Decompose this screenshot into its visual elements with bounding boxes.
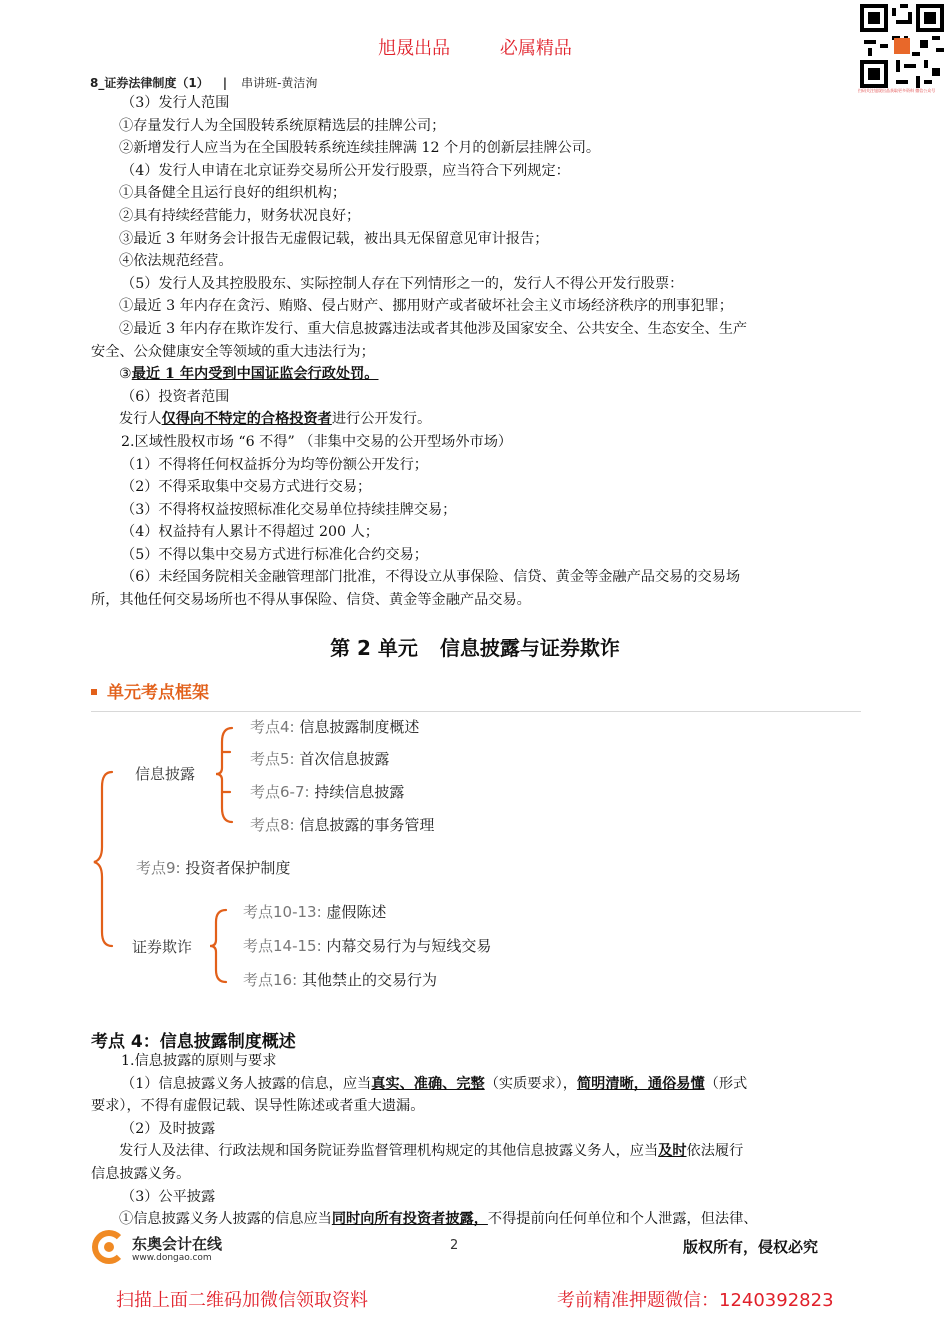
mindmap-item-key: 考点5:: [250, 750, 295, 768]
mindmap-item-text: 内幕交易行为与短线交易: [326, 937, 492, 955]
mindmap-item-text: 首次信息披露: [299, 750, 390, 768]
body-line: （4）发行人申请在北京证券交易所公开发行股票，应当符合下列规定：: [121, 162, 570, 179]
dongao-logo: [92, 1230, 252, 1272]
section-body: [91, 1050, 861, 1231]
page-header: [90, 74, 317, 91]
regional-line: （2）不得采取集中交易方式进行交易；: [121, 479, 372, 496]
banner-right: 必属精品: [499, 38, 572, 59]
body-line: ①具备健全且运行良好的组织机构；: [119, 185, 347, 202]
logo-url: www.dongao.com: [132, 1253, 212, 1263]
underlined-term: 及时: [658, 1143, 687, 1160]
mindmap-item-key: 考点14-15:: [243, 937, 322, 955]
body-line: ①最近 3 年内存在贪污、贿赂、侵占财产、挪用财产或者破坏社会主义市场经济秩序的刑事犯罪；: [119, 298, 733, 315]
mindmap-item: [250, 748, 389, 769]
body-line: ②具有持续经营能力，财务状况良好；: [119, 207, 361, 224]
punish-prefix: ③: [119, 366, 132, 383]
body-line: 安全、公众健康安全等领域的重大违法行为；: [91, 343, 375, 360]
text-run: 依法履行: [686, 1143, 744, 1160]
body-line: ④依法规范经营。: [119, 253, 233, 270]
body-line: ②最近 3 年内存在欺诈发行、重大信息披露违法或者其他涉及国家安全、公共安全、生态安全、生产: [119, 320, 748, 337]
mindmap-item-key: 考点4:: [250, 718, 295, 736]
section-line: （3）公平披露: [121, 1188, 216, 1205]
body-line: ①存量发行人为全国股转系统原精选层的挂牌公司；: [119, 117, 446, 134]
square-bullet-icon: [91, 689, 97, 695]
regional-line: 所，其他任何交易场所也不得从事保险、信贷、黄金等金融产品交易。: [91, 592, 531, 609]
top-banner: [0, 34, 950, 60]
mindmap-item-text: 其他禁止的交易行为: [301, 971, 437, 989]
framework-heading: [91, 678, 209, 703]
root-brace: [94, 772, 112, 946]
mindmap-item-text: 持续信息披露: [314, 783, 405, 801]
investor-line: [91, 408, 861, 431]
section-line: [91, 1208, 861, 1231]
unit-number: 第 2 单元: [330, 636, 418, 660]
header-chapter: 8_证券法律制度（1）: [90, 76, 209, 90]
regional-line: （5）不得以集中交易方式进行标准化合约交易；: [121, 546, 428, 563]
unit-title: [0, 632, 950, 661]
underlined-term: 同时向所有投资者披露，: [331, 1211, 488, 1228]
underlined-term: 简明清晰，通俗易懂: [576, 1075, 705, 1092]
copyright: 版权所有，侵权必究: [683, 1238, 819, 1256]
regional-line: 2.区域性股权市场 “6 不得” （非集中交易的公开型场外市场）: [121, 433, 513, 450]
mindmap: [90, 712, 870, 1002]
investor-pre: 发行人: [119, 411, 162, 428]
banner-left: 旭晟出品: [378, 38, 451, 59]
underlined-term: 真实、准确、完整: [371, 1075, 485, 1092]
regional-line: （4）权益持有人累计不得超过 200 人；: [121, 524, 379, 541]
qr-caption: 扫码关注旭晟出品获取更多资料 微信公众号: [858, 88, 936, 93]
text-run: 发行人及法律、行政法规和国务院证券监督管理机构规定的其他信息披露义务人，应当: [119, 1143, 659, 1160]
section-title: 考点 4：信息披露制度概述: [91, 1032, 296, 1052]
mindmap-item: [250, 814, 434, 835]
unit-name: 信息披露与证券欺诈: [439, 636, 620, 660]
section-line: [91, 1140, 861, 1163]
section-line: 要求），不得有虚假记载、误导性陈述或者重大遗漏。: [91, 1098, 425, 1115]
mindmap-item-text: 投资者保护制度: [185, 859, 291, 877]
section-line: （2）及时披露: [121, 1120, 216, 1137]
body-line: （5）发行人及其控股股东、实际控制人存在下列情形之一的，发行人不得公开发行股票：: [121, 275, 684, 292]
group1-brace: [216, 728, 232, 822]
mindmap-item: [243, 969, 437, 990]
logo-name: 东奥会计在线: [132, 1235, 223, 1253]
section-line: 信息披露义务。: [91, 1165, 191, 1182]
section-line: 1.信息披露的原则与要求: [121, 1053, 277, 1069]
qr-code-icon: [860, 4, 944, 88]
group2-brace: [210, 910, 226, 982]
mindmap-item-key: 考点16:: [243, 971, 298, 989]
investor-post: 进行公开发行。: [331, 411, 432, 428]
text-run: （形式: [704, 1075, 748, 1092]
body-line-punish: [91, 363, 861, 386]
header-course: 串讲班-黄洁洵: [241, 76, 318, 90]
mindmap-item-text: 虚假陈述: [326, 903, 387, 921]
logo-dot-icon: [104, 1242, 114, 1252]
mindmap-item: [243, 901, 386, 922]
mindmap-item-middle: [136, 857, 290, 878]
mindmap-item: [243, 935, 491, 956]
mindmap-item-text: 信息披露制度概述: [299, 718, 420, 736]
investor-title: （6）投资者范围: [121, 388, 230, 405]
footer-right: 考前精准押题微信：1240392823: [557, 1290, 834, 1311]
section-line: [91, 1073, 861, 1096]
punish-underlined: 最近 1 年内受到中国证监会行政处罚。: [131, 366, 379, 383]
body-line: ③最近 3 年财务会计报告无虚假记载，被出具无保留意见审计报告；: [119, 230, 549, 247]
regional-line: （1）不得将任何权益拆分为均等份额公开发行；: [121, 456, 428, 473]
mindmap-item: [250, 716, 419, 737]
text-run: （实质要求），: [484, 1075, 577, 1092]
regional-line: （3）不得将权益按照标准化交易单位持续挂牌交易；: [121, 501, 457, 518]
mindmap-item-key: 考点10-13:: [243, 903, 322, 921]
mindmap-item-key: 考点8:: [250, 816, 295, 834]
mindmap-group-info: 信息披露: [135, 765, 196, 783]
framework-title: 单元考点框架: [107, 683, 209, 703]
mindmap-group-fraud: 证券欺诈: [132, 938, 193, 956]
text-run: ①信息披露义务人披露的信息应当: [119, 1211, 332, 1228]
body-line: ②新增发行人应当为在全国股转系统连续挂牌满 12 个月的创新层挂牌公司。: [119, 140, 601, 157]
header-separator: |: [222, 76, 228, 90]
footer-left: 扫描上面二维码加微信领取资料: [116, 1290, 368, 1311]
text-run: 不得提前向任何单位和个人泄露，但法律、: [487, 1211, 758, 1228]
body-line: （3）发行人范围: [121, 95, 230, 111]
mindmap-item: [250, 781, 404, 802]
mindmap-item-text: 信息披露的事务管理: [299, 816, 435, 834]
text-run: （1）信息披露义务人披露的信息，应当: [121, 1075, 372, 1092]
mindmap-item-key: 考点6-7:: [250, 783, 310, 801]
body-text: [91, 92, 861, 612]
regional-line: （6）未经国务院相关金融管理部门批准，不得设立从事保险、信贷、黄金等金融产品交易的交易场: [121, 569, 741, 586]
page-number: 2: [450, 1238, 459, 1253]
investor-underlined: 仅得向不特定的合格投资者: [161, 411, 332, 428]
mindmap-item-key: 考点9:: [136, 859, 181, 877]
